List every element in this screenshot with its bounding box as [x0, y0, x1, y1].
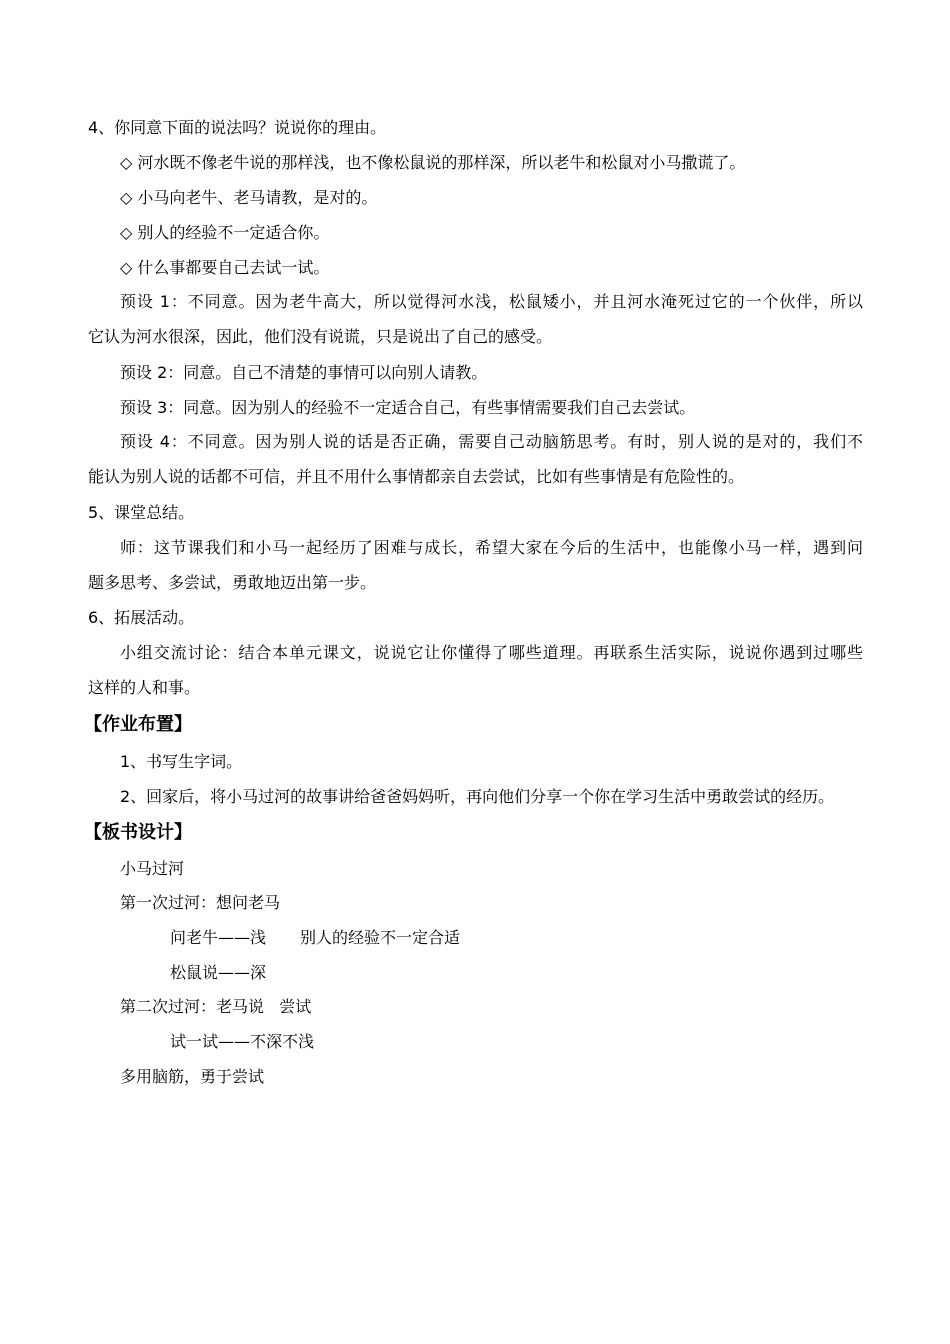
board-ask-ox: 问老牛——浅	[170, 928, 267, 947]
board-title: 小马过河	[120, 859, 185, 878]
preset1-line1: 预设 1：不同意。因为老牛高大，所以觉得河水浅，松鼠矮小，并且河水淹死过它的一个伙伴，所以	[120, 292, 863, 311]
statement-3: ◇ 别人的经验不一定适合你。	[120, 223, 330, 242]
preset2: 预设 2：同意。自己不清楚的事情可以向别人请教。	[120, 363, 488, 382]
statement-1: ◇ 河水既不像老牛说的那样浅，也不像松鼠说的那样深，所以老牛和松鼠对小马撒谎了。	[120, 153, 746, 172]
homework-heading: 【作业布置】	[84, 714, 192, 735]
section4-title: 4、你同意下面的说法吗？说说你的理由。	[88, 118, 387, 137]
board-squirrel: 松鼠说——深	[170, 963, 267, 982]
preset4-line2: 能认为别人说的话都不可信，并且不用什么事情都亲自去尝试，比如有些事情是有危险性的。	[88, 467, 745, 486]
board-heading: 【板书设计】	[84, 822, 192, 843]
board-summary: 多用脑筋，勇于尝试	[120, 1067, 265, 1086]
board-lesson: 别人的经验不一定合适	[300, 928, 461, 947]
board-second-crossing: 第二次过河：老马说 尝试	[120, 997, 312, 1016]
preset1-line2: 它认为河水很深，因此，他们没有说谎，只是说出了自己的感受。	[88, 327, 553, 346]
teacher-line2: 题多思考、多尝试，勇敢地迈出第一步。	[88, 573, 377, 592]
statement-4: ◇ 什么事都要自己去试一试。	[120, 258, 330, 277]
homework-item-2: 2、回家后，将小马过河的故事讲给爸爸妈妈听，再向他们分享一个你在学习生活中勇敢尝试的经历。	[120, 787, 835, 806]
section6-title: 6、拓展活动。	[88, 608, 195, 627]
preset4-line1: 预设 4：不同意。因为别人说的话是否正确，需要自己动脑筋思考。有时，别人说的是对的，我们不	[120, 432, 863, 451]
teacher-line1: 师：这节课我们和小马一起经历了困难与成长，希望大家在今后的生活中，也能像小马一样，遇到问	[120, 538, 863, 557]
activity-line2: 这样的人和事。	[88, 678, 201, 697]
activity-line1: 小组交流讨论：结合本单元课文，说说它让你懂得了哪些道理。再联系生活实际，说说你遇到过哪些	[120, 643, 863, 662]
section5-title: 5、课堂总结。	[88, 503, 195, 522]
statement-2: ◇ 小马向老牛、老马请教，是对的。	[120, 188, 378, 207]
board-first-crossing: 第一次过河：想问老马	[120, 893, 281, 912]
preset3: 预设 3：同意。因为别人的经验不一定适合自己，有些事情需要我们自己去尝试。	[120, 398, 696, 417]
board-try: 试一试——不深不浅	[170, 1032, 315, 1051]
homework-item-1: 1、书写生字词。	[120, 752, 243, 771]
